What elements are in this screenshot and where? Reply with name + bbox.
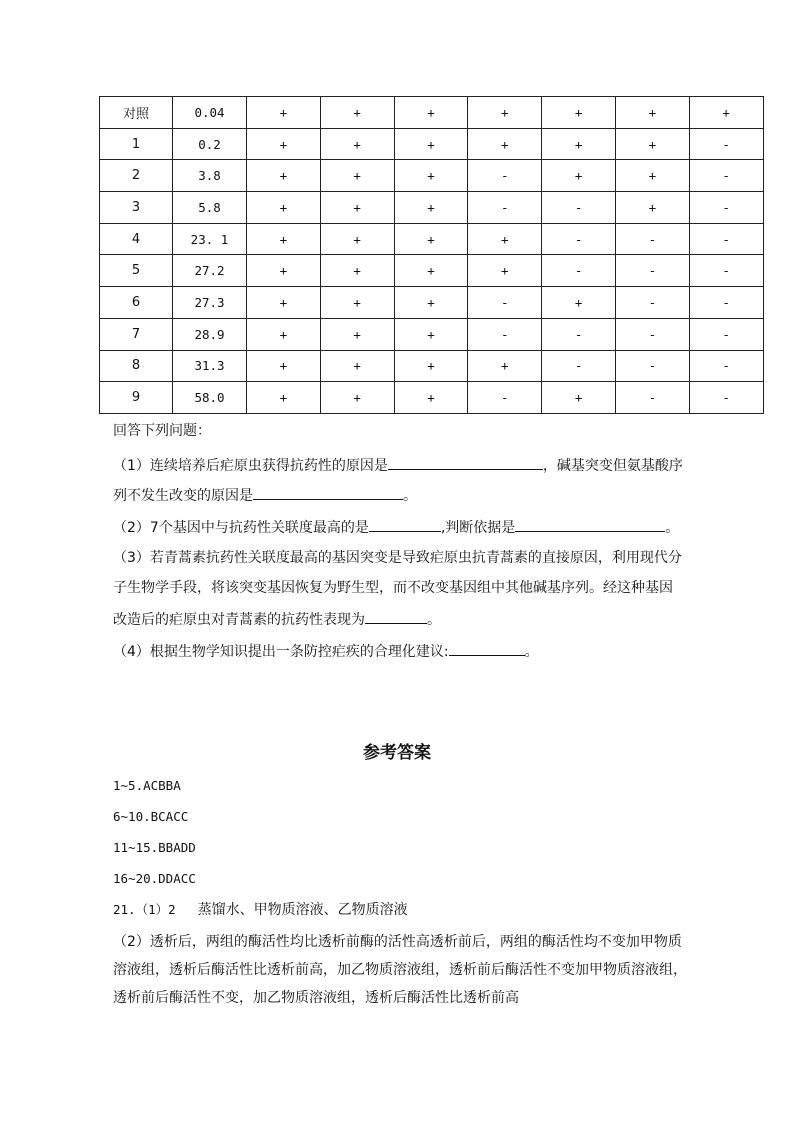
value-cell: 0.2	[173, 128, 247, 160]
marker-cell: -	[542, 192, 616, 224]
question-2-text-c: 。	[665, 520, 680, 536]
answer-blank-3	[369, 516, 441, 532]
marker-cell: -	[615, 255, 689, 287]
marker-cell: +	[247, 223, 321, 255]
marker-cell: -	[689, 128, 763, 160]
marker-cell: +	[247, 350, 321, 382]
row-label-cell: 7	[100, 318, 173, 350]
marker-cell: +	[320, 128, 394, 160]
question-3-line-3	[113, 608, 734, 630]
answer-blank-4	[515, 516, 665, 532]
value-cell: 27.3	[173, 287, 247, 319]
marker-cell: +	[320, 97, 394, 129]
marker-cell: +	[542, 97, 616, 129]
marker-cell: -	[689, 287, 763, 319]
marker-cell: +	[394, 97, 468, 129]
marker-cell: +	[468, 255, 542, 287]
value-cell: 23. 1	[173, 223, 247, 255]
question-3-end: 。	[427, 612, 441, 628]
marker-cell: +	[247, 318, 321, 350]
answer-11-15: 11~15.BBADD	[113, 840, 196, 855]
marker-cell: +	[394, 160, 468, 192]
answer-blank-2	[253, 484, 403, 500]
answer-16-20: 16~20.DDACC	[113, 871, 196, 886]
table-row	[100, 160, 764, 192]
marker-cell: -	[615, 318, 689, 350]
value-cell: 58.0	[173, 382, 247, 414]
value-cell: 3.8	[173, 160, 247, 192]
marker-cell: -	[468, 287, 542, 319]
question-4-text: （4）根据生物学知识提出一条防控疟疾的合理化建议:	[113, 644, 449, 660]
table-row	[100, 128, 764, 160]
marker-cell: -	[542, 350, 616, 382]
marker-cell: +	[468, 128, 542, 160]
marker-cell: -	[689, 255, 763, 287]
table-row	[100, 382, 764, 414]
question-4-end: 。	[524, 644, 539, 660]
answer-blank-6	[449, 640, 525, 656]
marker-cell: +	[320, 160, 394, 192]
marker-cell: +	[320, 350, 394, 382]
marker-cell: +	[394, 223, 468, 255]
marker-cell: +	[615, 128, 689, 160]
marker-cell: +	[247, 255, 321, 287]
question-1-text-c: 列不发生改变的原因是	[113, 488, 253, 504]
row-label-cell: 9	[100, 382, 173, 414]
marker-cell: -	[615, 223, 689, 255]
marker-cell: +	[320, 255, 394, 287]
answer-6-10: 6~10.BCACC	[113, 809, 189, 824]
marker-cell: +	[542, 160, 616, 192]
row-label-cell: 3	[100, 192, 173, 224]
marker-cell: -	[542, 223, 616, 255]
gene-mutation-table	[99, 96, 764, 414]
marker-cell: -	[542, 255, 616, 287]
question-3-line-1: （3）若青蒿素抗药性关联度最高的基因突变是导致疟原虫抗青蒿素的直接原因，利用现代分	[113, 550, 682, 566]
marker-cell: +	[320, 223, 394, 255]
marker-cell: -	[689, 192, 763, 224]
marker-cell: +	[542, 128, 616, 160]
row-label-cell: 1	[100, 128, 173, 160]
marker-cell: +	[542, 287, 616, 319]
answer-21-number: 21.（1）2	[113, 902, 176, 917]
questions-intro: 回答下列问题：	[113, 423, 211, 439]
answer-1-5: 1~5.ACBBA	[113, 778, 181, 793]
answer-key-title: 参考答案	[363, 743, 431, 763]
marker-cell: +	[247, 160, 321, 192]
answer-blank-1	[388, 454, 543, 470]
marker-cell: +	[394, 255, 468, 287]
table-row	[100, 287, 764, 319]
table-row	[100, 255, 764, 287]
row-label-cell: 4	[100, 223, 173, 255]
row-label-cell: 8	[100, 350, 173, 382]
marker-cell: +	[394, 350, 468, 382]
answer-21-part-1	[113, 900, 734, 920]
marker-cell: -	[542, 318, 616, 350]
marker-cell: +	[247, 287, 321, 319]
marker-cell: +	[394, 318, 468, 350]
marker-cell: +	[247, 128, 321, 160]
marker-cell: +	[247, 382, 321, 414]
marker-cell: -	[615, 350, 689, 382]
marker-cell: -	[689, 160, 763, 192]
question-3-line-2: 子生物学手段，将该突变基因恢复为野生型，而不改变基因组中其他碱基序列。经这种基因	[113, 580, 673, 596]
marker-cell: -	[468, 382, 542, 414]
marker-cell: -	[468, 192, 542, 224]
marker-cell: +	[394, 287, 468, 319]
marker-cell: -	[615, 382, 689, 414]
question-2-line	[113, 516, 734, 538]
value-cell: 28.9	[173, 318, 247, 350]
table-row	[100, 350, 764, 382]
marker-cell: +	[320, 287, 394, 319]
question-1-text-b: ，碱基突变但氨基酸序	[542, 458, 683, 474]
marker-cell: +	[394, 382, 468, 414]
marker-cell: +	[615, 97, 689, 129]
marker-cell: +	[394, 128, 468, 160]
table-row	[100, 97, 764, 129]
question-1-line-1	[113, 454, 734, 476]
question-3-text: 改造后的疟原虫对青蒿素的抗药性表现为	[113, 612, 365, 628]
marker-cell: +	[320, 192, 394, 224]
answer-21-part-2: （2）透析后，两组的酶活性均比透析前酶的活性高透析前后，两组的酶活性均不变加甲物质溶液组，透析后酶活性比透析前高，加乙物质溶液组，透析前后酶活性不变加甲物质溶液组，透析前后酶活性不变，加乙物质溶液组，透析后酶活性比透析前高	[113, 934, 687, 1006]
marker-cell: +	[615, 192, 689, 224]
marker-cell: -	[468, 318, 542, 350]
marker-cell: +	[394, 192, 468, 224]
marker-cell: -	[615, 287, 689, 319]
question-2-text-b: ,判断依据是	[440, 520, 516, 536]
value-cell: 31.3	[173, 350, 247, 382]
marker-cell: +	[247, 97, 321, 129]
answer-blank-5	[365, 608, 427, 624]
answer-21-text: 蒸馏水、甲物质溶液、乙物质溶液	[197, 902, 408, 918]
row-label-cell: 5	[100, 255, 173, 287]
value-cell: 27.2	[173, 255, 247, 287]
row-label-cell: 对照	[100, 97, 173, 129]
question-2-text-a: （2）7个基因中与抗药性关联度最高的是	[113, 520, 369, 536]
marker-cell: -	[689, 318, 763, 350]
marker-cell: +	[689, 97, 763, 129]
marker-cell: +	[542, 382, 616, 414]
marker-cell: +	[468, 350, 542, 382]
value-cell: 5.8	[173, 192, 247, 224]
row-label-cell: 2	[100, 160, 173, 192]
table-row	[100, 318, 764, 350]
marker-cell: -	[689, 382, 763, 414]
marker-cell: +	[468, 97, 542, 129]
marker-cell: +	[320, 382, 394, 414]
question-1-text-d: 。	[403, 488, 417, 504]
marker-cell: +	[320, 318, 394, 350]
value-cell: 0.04	[173, 97, 247, 129]
question-1-line-2	[113, 484, 734, 506]
table-body	[100, 97, 764, 414]
marker-cell: +	[247, 192, 321, 224]
question-1-text-a: （1）连续培养后疟原虫获得抗药性的原因是	[113, 458, 388, 474]
question-4-line	[113, 640, 734, 662]
marker-cell: +	[615, 160, 689, 192]
row-label-cell: 6	[100, 287, 173, 319]
marker-cell: +	[468, 223, 542, 255]
marker-cell: -	[468, 160, 542, 192]
table-row	[100, 223, 764, 255]
marker-cell: -	[689, 223, 763, 255]
table-row	[100, 192, 764, 224]
marker-cell: -	[689, 350, 763, 382]
